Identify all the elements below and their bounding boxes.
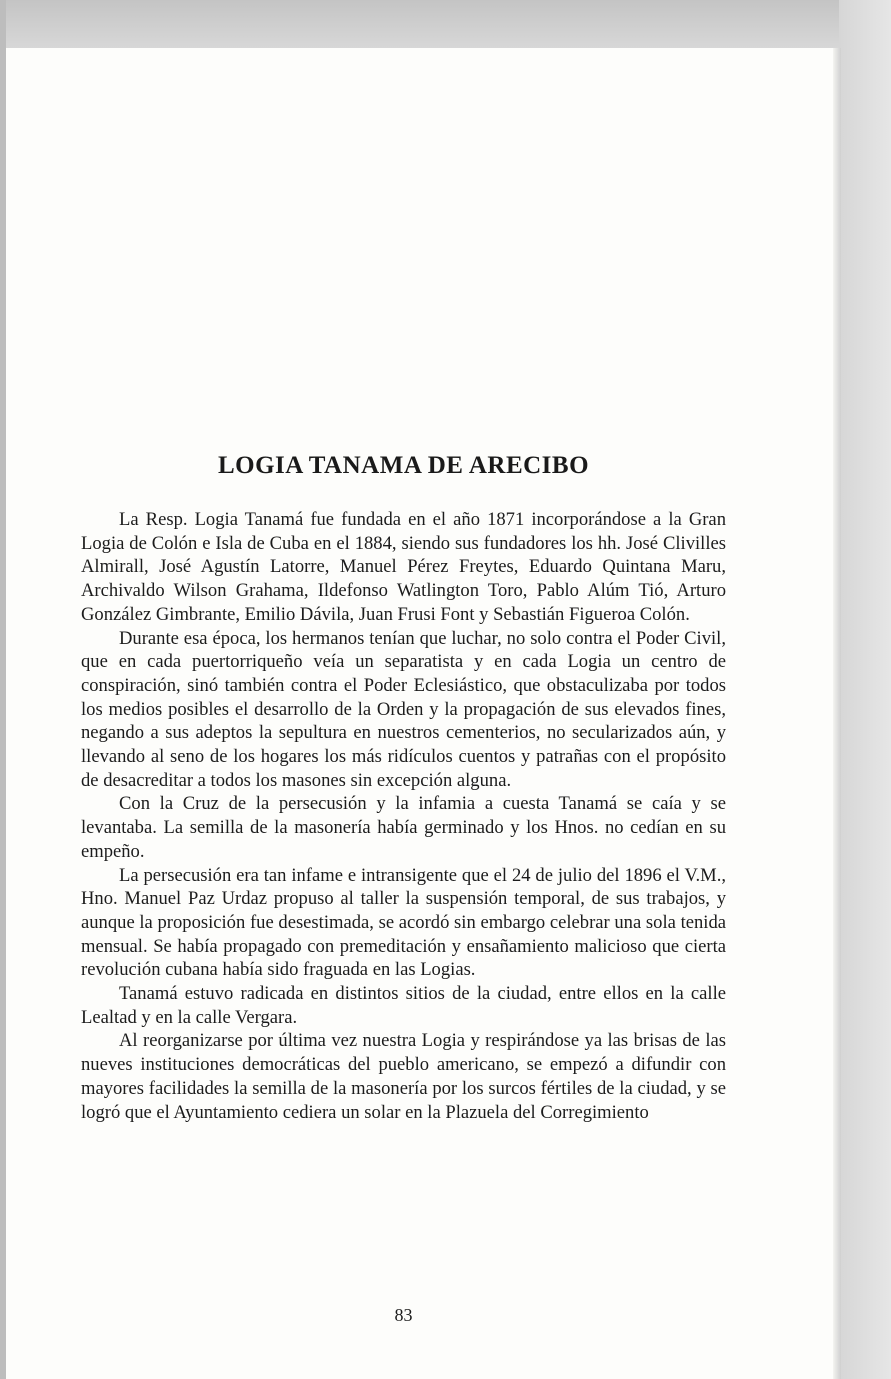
paragraph-suspension-proposal: La persecusión era tan infame e intransigente que el 24 de julio del 1896 el V.M., Hno. Manuel Paz Urdaz propuso al taller la suspensión temporal, de sus trabajos, y aunque la proposición fue desestimada, se acordó sin embargo celebrar una sola tenida mensual. Se había propagado con premeditación y ensañamiento malicioso que cierta revolución cubana había sido fraguada en las Logias. [81, 864, 726, 981]
paragraph-cross-of-persecution: Con la Cruz de la persecusión y la infamia a cuesta Tanamá se caía y se levantaba. La semilla de la masonería había germinado y los Hnos. no cedían en su empeño. [81, 793, 726, 862]
page-edge-shadow [833, 48, 841, 1379]
paragraph-reorganization: Al reorganizarse por última vez nuestra Logia y respirándose ya las brisas de las nueves instituciones democráticas del pueblo americano, se empezó a difundir con mayores facilidades la semilla de la masonería por los surcos fértiles de la ciudad, y se logró que el Ayuntamiento cediera un solar en la Plazuela del Corregimiento [81, 1030, 726, 1123]
page-number: 83 [394, 1305, 413, 1325]
scan-background-top [0, 0, 891, 50]
chapter-title: LOGIA TANAMA DE ARECIBO [217, 452, 590, 479]
body-text [81, 508, 726, 1124]
scan-background-right [839, 0, 891, 1379]
paragraph-founding: La Resp. Logia Tanamá fue fundada en el año 1871 incorporándose a la Gran Logia de Colón e Isla de Cuba en el 1884, siendo sus fundadores los hh. José Clivilles Almirall, José Agustín Latorre, Manuel Pérez Freytes, Eduardo Quintana Maru, Archivaldo Wilson Grahama, Ildefonso Watlington Toro, Pablo Alúm Tió, Arturo González Gimbrante, Emilio Dávila, Juan Frusi Font y Sebastián Figueroa Colón. [81, 509, 726, 625]
paragraph-locations: Tanamá estuvo radicada en distintos sitios de la ciudad, entre ellos en la calle Lealtad y en la calle Vergara. [81, 983, 726, 1028]
paragraph-persecution-era: Durante esa época, los hermanos tenían que luchar, no solo contra el Poder Civil, que en cada puertorriqueño veía un separatista y en cada Logia un centro de conspiración, sinó también contra el Poder Eclesiástico, que obstaculizaba por todos los medios posibles el desarrollo de la Orden y la propagación de sus elevados fines, negando a sus adeptos la sepultura en nuestros cementerios, no secularizados aún, y llevando al seno de los hogares los más ridículos cuentos y patrañas con el propósito de desacreditar a todos los masones sin excepción alguna. [81, 627, 726, 791]
book-page [6, 48, 841, 1379]
